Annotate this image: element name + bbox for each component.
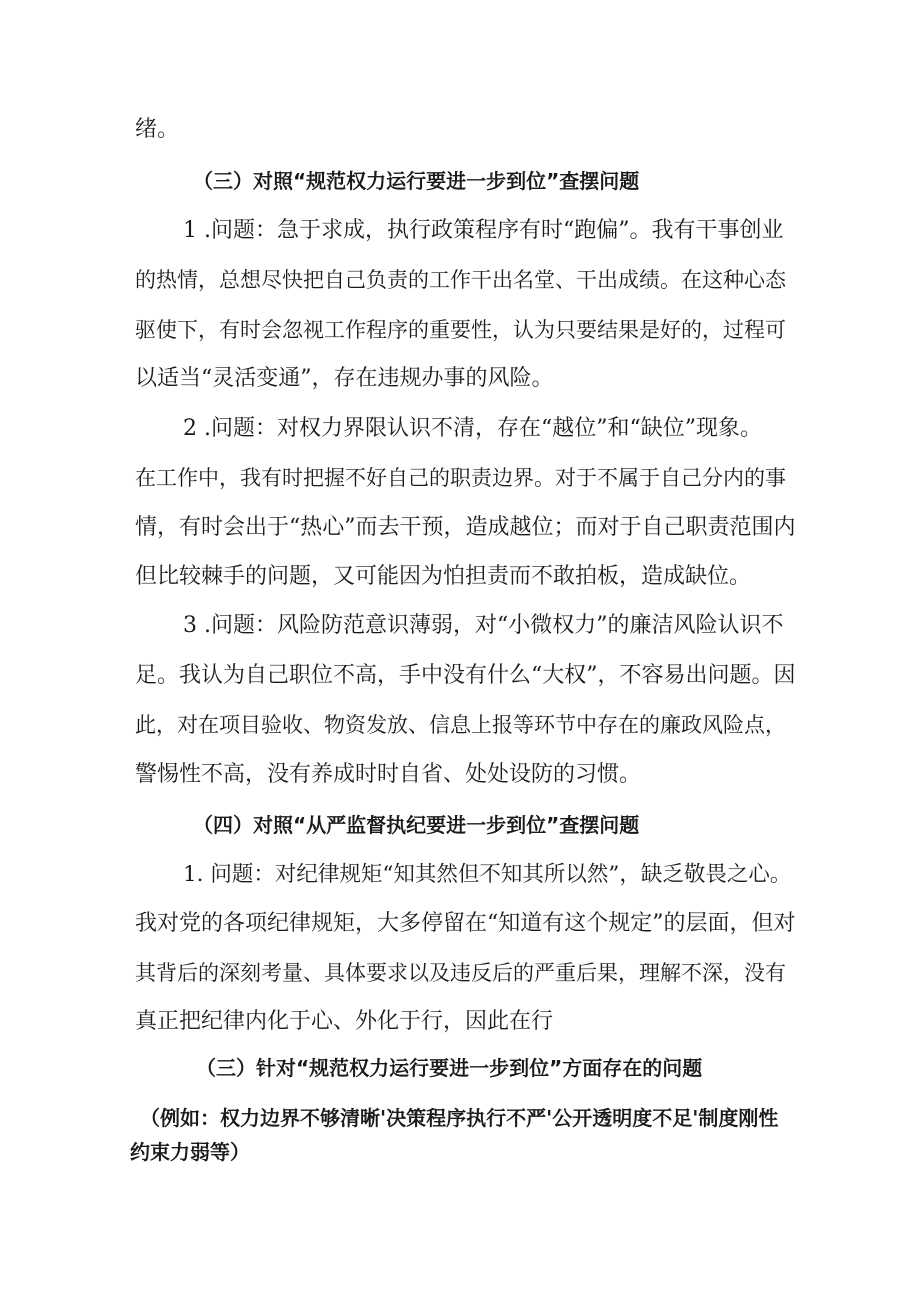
issue-3-first-line: 3 .问题：风险防范意识薄弱，对“小微权力”的廉洁风险认识不 [183, 613, 784, 638]
issue-4-1-line-4: 真正把纪律内化于心、外化于行，因此在行 [135, 1009, 554, 1034]
issue-2-line-4: 但比较棘手的问题，又可能因为怕担责而不敢拍板，造成缺位。 [135, 564, 752, 589]
issue-4-1-line-2: 我对党的各项纪律规矩，大多停留在“知道有这个规定”的层面，但对 [135, 911, 796, 936]
issue-1-first-line: 1 .问题：急于求成，执行政策程序有时“跑偏”。我有干事创业 [183, 218, 784, 243]
issue-2-line-3: 情，有时会出于“热心”而去干预，造成越位；而对于自己职责范围内 [135, 515, 796, 540]
example-note-line-2: 约束力弱等） [130, 1140, 250, 1164]
issue-1-line-3: 驱使下，有时会忽视工作程序的重要性，认为只要结果是好的，过程可 [135, 318, 786, 342]
issue-3-line-2: 足。我认为自己职位不高，手中没有什么“大权”，不容易出问题。因 [135, 663, 796, 688]
section-heading-4: （四）对照“从严监督执纪要进一步到位”查摆问题 [193, 813, 640, 837]
paragraph-tail-line: 绪。 [135, 117, 180, 142]
issue-1-line-4: 以适当“灵活变通”，存在违规办事的风险。 [135, 366, 554, 391]
section-heading-3: （三）对照“规范权力运行要进一步到位”查摆问题 [193, 169, 640, 193]
issue-3-line-3: 此，对在项目验收、物资发放、信息上报等环节中存在的廉政风险点， [135, 713, 786, 737]
example-note-line-1: （例如：权力边界不够清晰'决策程序执行不严'公开透明度不足'制度刚性 [140, 1106, 779, 1130]
issue-3-line-4: 警惕性不高，没有养成时时自省、处处设防的习惯。 [135, 762, 642, 787]
issue-1-line-2: 的热情，总想尽快把自己负责的工作干出名堂、干出成绩。在这种心态 [135, 268, 786, 292]
section-heading-3-repeat: （三）针对“规范权力运行要进一步到位”方面存在的问题 [196, 1056, 703, 1080]
issue-2-line-2: 在工作中，我有时把握不好自己的职责边界。对于不属于自己分内的事 [135, 466, 786, 490]
issue-4-1-first-line: 1. 问题：对纪律规矩“知其然但不知其所以然”，缺乏敬畏之心。 [183, 862, 792, 887]
issue-4-1-line-3: 其背后的深刻考量、具体要求以及违反后的严重后果，理解不深，没有 [135, 961, 786, 985]
issue-2-first-line: 2 .问题：对权力界限认识不清，存在“越位”和“缺位”现象。 [183, 416, 762, 441]
